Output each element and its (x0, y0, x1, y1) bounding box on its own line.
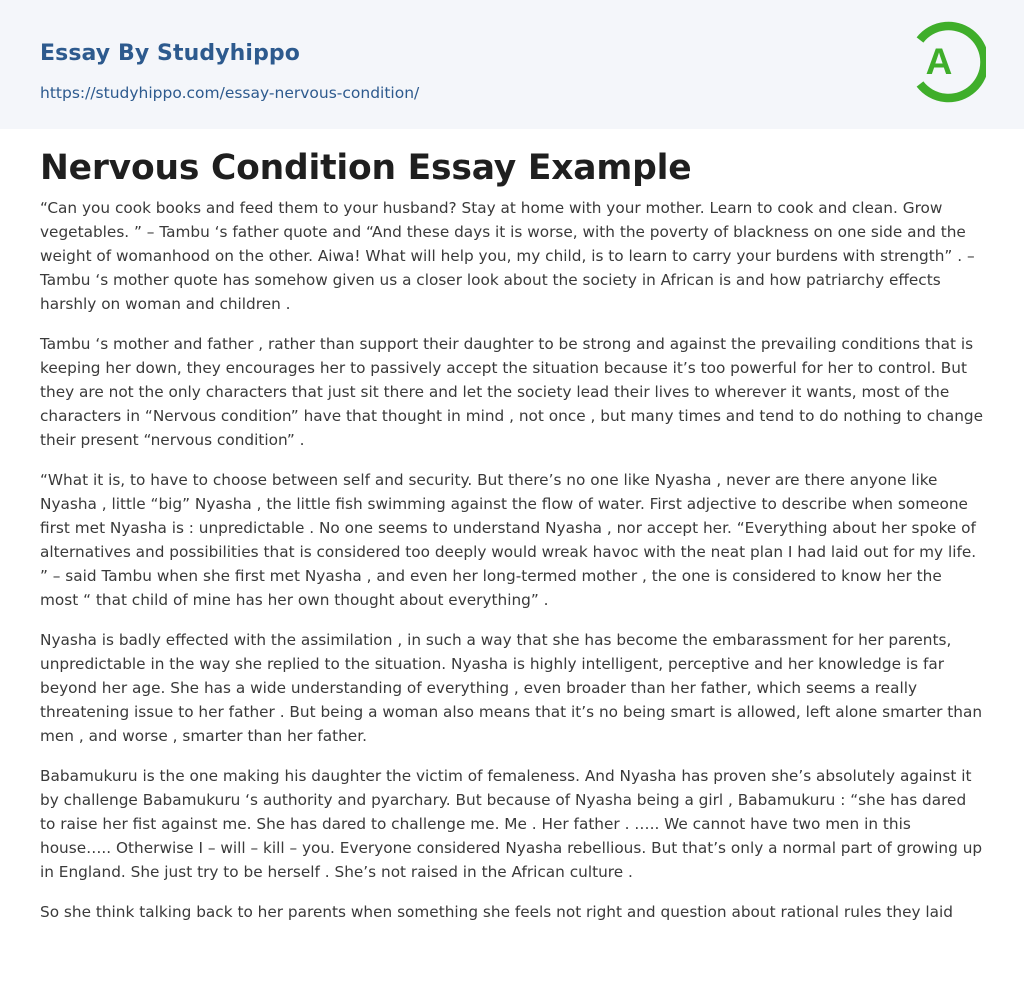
logo-letter: A (925, 41, 953, 82)
site-title[interactable]: Essay By Studyhippo (40, 41, 300, 66)
article (0, 129, 1024, 924)
site-header (0, 0, 1024, 129)
studyhippo-logo-icon[interactable] (912, 19, 986, 105)
paragraph-3: “What it is, to have to choose between self and security. But there’s no one like Nyasha , never are there anyone like Nyasha , little “big” Nyasha , the little fish swimming against the flow of water. First adjective to describe when someone first met Nyasha is : unpredictable . No one seems to understand Nyasha , nor accept her. “Everything about her spoke of alternatives and possibilities that is considered too deeply would wreak havoc with the neat plan I had laid out for my life. ” – said Tambu when she first met Nyasha , and even her long-termed mother , the one is considered to know her the most “ that child of mine has her own thought about everything” . (40, 471, 977, 609)
essay-url-link[interactable]: https://studyhippo.com/essay-nervous-condition/ (40, 84, 420, 102)
paragraph-5: Babamukuru is the one making his daughter the victim of femaleness. And Nyasha has proven she’s absolutely against it by challenge Babamukuru ‘s authority and pyarchary. But because of Nyasha being a girl , Babamukuru : “she has dared to raise her fist against me. She has dared to challenge me. Me . Her father . ….. We cannot have two men in this house….. Otherwise I – will – kill – you. Everyone considered Nyasha rebellious. But that’s only a normal part of growing up in England. She just try to be herself . She’s not raised in the African culture . (40, 767, 983, 881)
paragraph-4: Nyasha is badly effected with the assimilation , in such a way that she has become the embarassment for her parents, unpredictable in the way she replied to the situation. Nyasha is highly intelligent, perceptive and her knowledge is far beyond her age. She has a wide understanding of everything , even broader than her father, which seems a really threatening issue to her father . But being a woman also means that it’s no being smart is allowed, left alone smarter than men , and worse , smarter than her father. (40, 631, 983, 745)
paragraph-1: “Can you cook books and feed them to your husband? Stay at home with your mother. Learn to cook and clean. Grow vegetables. ” – Tambu ‘s father quote and “And these days it is worse, with the poverty of blackness on one side and the weight of womanhood on the other. Aiwa! What will help you, my child, is to learn to carry your burdens with strength” . – Tambu ‘s mother quote has somehow given us a closer look about the society in African is and how patriarchy effects harshly on woman and children . (40, 199, 975, 313)
paragraph-2: Tambu ‘s mother and father , rather than support their daughter to be strong and against the prevailing conditions that is keeping her down, they encourages her to passively accept the situation because it’s too powerful for her to control. But they are not the only characters that just sit there and let the society lead their lives to wherever it wants, most of the characters in “Nervous condition” have that thought in mind , not once , but many times and tend to do nothing to change their present “nervous condition” . (40, 335, 984, 449)
paragraph-6: So she think talking back to her parents when something she feels not right and question about rational rules they laid (40, 903, 953, 921)
page-title: Nervous Condition Essay Example (40, 148, 692, 188)
